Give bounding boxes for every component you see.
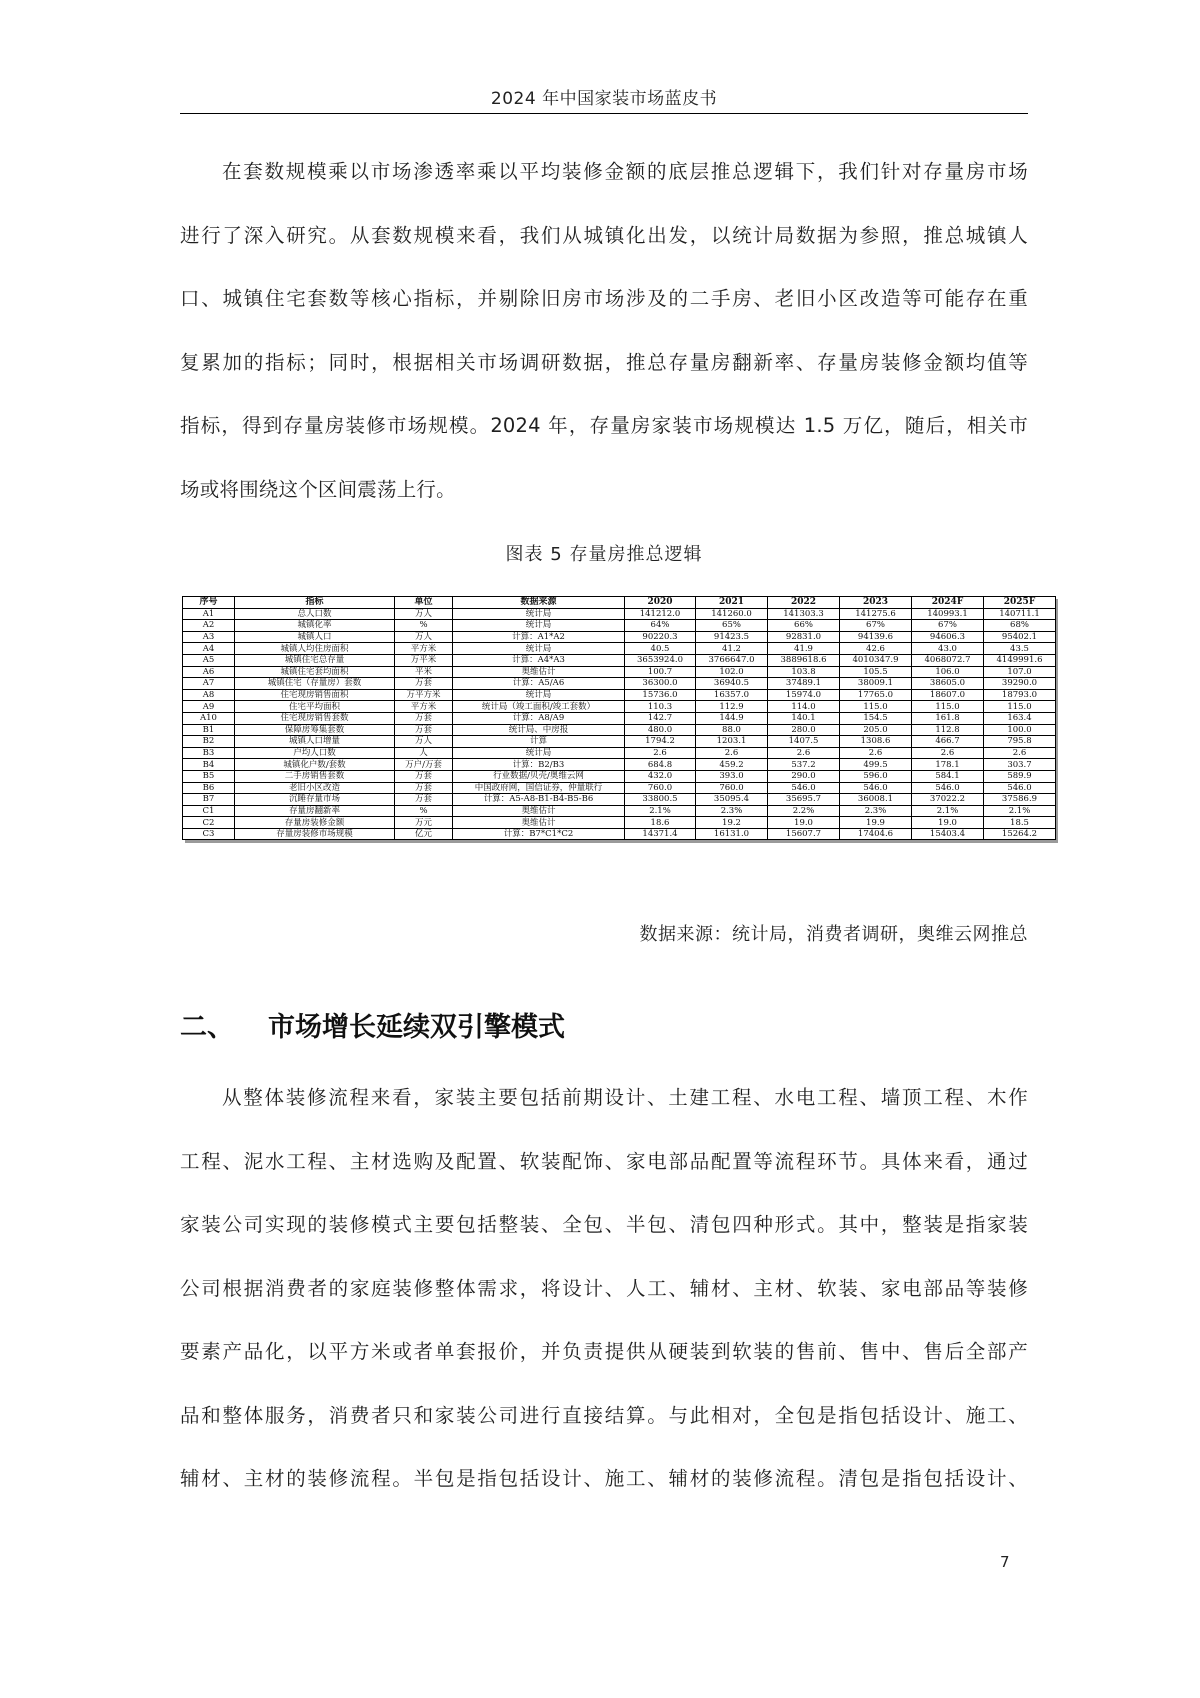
value-2021-cell: 2.3% [696,805,768,817]
value-2021-cell: 19.2 [696,817,768,829]
table-row [183,770,1056,782]
value-2025f-cell: 43.5 [984,643,1056,655]
value-2020-cell: 14371.4 [625,828,696,840]
row-id-cell: C1 [183,805,235,817]
value-2024f-cell: 19.0 [912,817,984,829]
table-row [183,782,1056,794]
paragraph-line: 从整体装修流程来看，家装主要包括前期设计、土建工程、水电工程、墙顶工程、木作 [222,1086,1028,1109]
column-header: 2020 [625,597,696,609]
column-header: 2023 [840,597,912,609]
value-2022-cell: 1407.5 [768,736,840,748]
table-body [183,608,1056,840]
row-id-cell: B7 [183,794,235,806]
running-header: 2024 年中国家装市场蓝皮书 [490,89,718,109]
metric-name-cell: 城镇住宅（存量房）套数 [235,678,395,690]
column-header: 序号 [183,597,235,609]
value-2022-cell: 19.0 [768,817,840,829]
value-2025f-cell: 795.8 [984,736,1056,748]
column-header: 单位 [395,597,453,609]
value-2024f-cell: 4068072.7 [912,654,984,666]
table-row [183,654,1056,666]
row-id-cell: A1 [183,608,235,620]
value-2024f-cell: 38605.0 [912,678,984,690]
value-2023-cell: 546.0 [840,782,912,794]
value-2020-cell: 110.3 [625,701,696,713]
value-2025f-cell: 100.0 [984,724,1056,736]
paragraph-intro [180,140,1028,521]
row-id-cell: A10 [183,712,235,724]
row-id-cell: A5 [183,654,235,666]
value-2023-cell: 94139.6 [840,631,912,643]
value-2021-cell: 16131.0 [696,828,768,840]
value-2023-cell: 205.0 [840,724,912,736]
value-2021-cell: 35095.4 [696,794,768,806]
value-2025f-cell: 303.7 [984,759,1056,771]
data-source-cell: 统计局 [453,643,625,655]
unit-cell: 万元 [395,817,453,829]
paragraph-line: 场或将围绕这个区间震荡上行。 [180,477,456,501]
paragraph-line: 工程、泥水工程、主材选购及配置、软装配饰、家电部品配置等流程环节。具体来看，通过 [180,1149,1028,1173]
value-2022-cell: 103.8 [768,666,840,678]
value-2024f-cell: 94606.3 [912,631,984,643]
metric-name-cell: 住宅现房销售套数 [235,712,395,724]
value-2021-cell: 88.0 [696,724,768,736]
data-source-cell: 奥维估计 [453,805,625,817]
table-header-row [183,597,1056,609]
row-id-cell: A7 [183,678,235,690]
value-2021-cell: 102.0 [696,666,768,678]
data-source-cell: 统计局 [453,608,625,620]
value-2025f-cell: 163.4 [984,712,1056,724]
table-row [183,747,1056,759]
column-header: 2024F [912,597,984,609]
value-2022-cell: 2.6 [768,747,840,759]
figure-caption: 图表 5 存量房推总逻辑 [505,544,703,565]
value-2025f-cell: 546.0 [984,782,1056,794]
value-2021-cell: 91423.5 [696,631,768,643]
value-2020-cell: 2.6 [625,747,696,759]
value-2022-cell: 35695.7 [768,794,840,806]
row-id-cell: B5 [183,770,235,782]
value-2023-cell: 1308.6 [840,736,912,748]
metric-name-cell: 住宅平均面积 [235,701,395,713]
value-2020-cell: 36300.0 [625,678,696,690]
row-id-cell: A8 [183,689,235,701]
paragraph-line: 指标，得到存量房装修市场规模。2024 年，存量房家装市场规模达 1.5 万亿，随后，相关市 [180,414,1028,437]
metric-name-cell: 存量房翻新率 [235,805,395,817]
value-2020-cell: 760.0 [625,782,696,794]
unit-cell: 万套 [395,770,453,782]
unit-cell: 万套 [395,712,453,724]
value-2025f-cell: 18793.0 [984,689,1056,701]
value-2021-cell: 3766647.0 [696,654,768,666]
value-2023-cell: 67% [840,620,912,632]
data-source-note: 数据来源：统计局，消费者调研，奥维云网推总 [639,924,1028,945]
data-source-cell: 计算：A5-A8-B1-B4-B5-B6 [453,794,625,806]
table-row [183,678,1056,690]
value-2022-cell: 114.0 [768,701,840,713]
data-source-cell: 行业数据/贝壳/奥维云网 [453,770,625,782]
data-source-cell: 计算 [453,736,625,748]
row-id-cell: C2 [183,817,235,829]
table-row [183,631,1056,643]
column-header: 指标 [235,597,395,609]
data-source-cell: 统计局 [453,620,625,632]
row-id-cell: A3 [183,631,235,643]
unit-cell: 万套 [395,724,453,736]
unit-cell: 万平米 [395,654,453,666]
value-2021-cell: 36940.5 [696,678,768,690]
metric-name-cell: 沉睡存量市场 [235,794,395,806]
unit-cell: 万人 [395,736,453,748]
paragraph-line: 品和整体服务，消费者只和家装公司进行直接结算。与此相对，全包是指包括设计、施工、 [180,1403,1028,1427]
unit-cell: 万套 [395,782,453,794]
value-2020-cell: 64% [625,620,696,632]
metric-name-cell: 城镇人均住房面积 [235,643,395,655]
value-2023-cell: 17765.0 [840,689,912,701]
value-2025f-cell: 2.1% [984,805,1056,817]
metric-name-cell: 城镇人口 [235,631,395,643]
value-2025f-cell: 115.0 [984,701,1056,713]
metric-name-cell: 城镇化户数/套数 [235,759,395,771]
value-2021-cell: 760.0 [696,782,768,794]
value-2020-cell: 40.5 [625,643,696,655]
value-2024f-cell: 106.0 [912,666,984,678]
value-2021-cell: 459.2 [696,759,768,771]
value-2025f-cell: 68% [984,620,1056,632]
value-2024f-cell: 43.0 [912,643,984,655]
data-source-cell: 统计局 [453,747,625,759]
value-2020-cell: 33800.5 [625,794,696,806]
value-2020-cell: 18.6 [625,817,696,829]
value-2023-cell: 596.0 [840,770,912,782]
row-id-cell: C3 [183,828,235,840]
value-2022-cell: 66% [768,620,840,632]
value-2023-cell: 2.3% [840,805,912,817]
value-2025f-cell: 2.6 [984,747,1056,759]
value-2020-cell: 90220.3 [625,631,696,643]
value-2024f-cell: 18607.0 [912,689,984,701]
table-row [183,817,1056,829]
paragraph-models [180,1066,1028,1511]
value-2022-cell: 37489.1 [768,678,840,690]
value-2022-cell: 92831.0 [768,631,840,643]
value-2024f-cell: 178.1 [912,759,984,771]
paragraph-line: 口、城镇住宅套数等核心指标，并剔除旧房市场涉及的二手房、老旧小区改造等可能存在重 [180,287,1028,310]
value-2023-cell: 499.5 [840,759,912,771]
value-2022-cell: 280.0 [768,724,840,736]
metric-name-cell: 二手房销售套数 [235,770,395,782]
table-row [183,666,1056,678]
page-number: 7 [1000,1553,1010,1571]
table-row [183,794,1056,806]
value-2021-cell: 2.6 [696,747,768,759]
value-2025f-cell: 18.5 [984,817,1056,829]
value-2022-cell: 2.2% [768,805,840,817]
value-2020-cell: 142.7 [625,712,696,724]
value-2024f-cell: 546.0 [912,782,984,794]
column-header: 2022 [768,597,840,609]
table-row [183,643,1056,655]
table-row [183,712,1056,724]
row-id-cell: A6 [183,666,235,678]
data-source-cell: 计算：A4*A3 [453,654,625,666]
value-2021-cell: 112.9 [696,701,768,713]
paragraph-line: 要素产品化，以平方米或者单套报价，并负责提供从硬装到软装的售前、售中、售后全部产 [180,1340,1028,1363]
data-source-cell: 计算：A1*A2 [453,631,625,643]
data-table-container [182,596,1055,840]
value-2022-cell: 546.0 [768,782,840,794]
paragraph-line: 公司根据消费者的家庭装修整体需求，将设计、人工、辅材、主材、软装、家电部品等装修 [180,1276,1028,1300]
value-2024f-cell: 161.8 [912,712,984,724]
metric-name-cell: 住宅现房销售面积 [235,689,395,701]
value-2023-cell: 38009.1 [840,678,912,690]
value-2024f-cell: 2.6 [912,747,984,759]
metric-name-cell: 保障房筹集套数 [235,724,395,736]
value-2023-cell: 4010347.9 [840,654,912,666]
value-2024f-cell: 2.1% [912,805,984,817]
value-2021-cell: 1203.1 [696,736,768,748]
value-2025f-cell: 39290.0 [984,678,1056,690]
column-header: 数据来源 [453,597,625,609]
table-row [183,724,1056,736]
data-source-cell: 统计局 [453,689,625,701]
value-2025f-cell: 37586.9 [984,794,1056,806]
metric-name-cell: 城镇住宅总存量 [235,654,395,666]
metric-name-cell: 存量房装修金额 [235,817,395,829]
value-2022-cell: 141303.3 [768,608,840,620]
unit-cell: 平方米 [395,701,453,713]
data-source-cell: 计算：B2/B3 [453,759,625,771]
value-2020-cell: 15736.0 [625,689,696,701]
value-2024f-cell: 112.8 [912,724,984,736]
value-2022-cell: 537.2 [768,759,840,771]
value-2020-cell: 3653924.0 [625,654,696,666]
paragraph-line: 进行了深入研究。从套数规模来看，我们从城镇化出发，以统计局数据为参照，推总城镇人 [180,223,1028,247]
value-2025f-cell: 95402.1 [984,631,1056,643]
paragraph-line: 辅材、主材的装修流程。半包是指包括设计、施工、辅材的装修流程。清包是指包括设计、 [180,1467,1028,1490]
data-source-cell: 计算：A5/A6 [453,678,625,690]
unit-cell: 万人 [395,631,453,643]
value-2021-cell: 16357.0 [696,689,768,701]
metric-name-cell: 城镇化率 [235,620,395,632]
column-header: 2021 [696,597,768,609]
value-2023-cell: 19.9 [840,817,912,829]
unit-cell: 万套 [395,794,453,806]
unit-cell: 亿元 [395,828,453,840]
value-2025f-cell: 107.0 [984,666,1056,678]
metric-name-cell: 城镇住宅套均面积 [235,666,395,678]
table-row [183,805,1056,817]
value-2024f-cell: 15403.4 [912,828,984,840]
value-2022-cell: 3889618.6 [768,654,840,666]
row-id-cell: B1 [183,724,235,736]
value-2020-cell: 100.7 [625,666,696,678]
data-source-cell: 奥维估计 [453,817,625,829]
row-id-cell: B2 [183,736,235,748]
value-2025f-cell: 140711.1 [984,608,1056,620]
row-id-cell: A9 [183,701,235,713]
value-2021-cell: 65% [696,620,768,632]
unit-cell: % [395,805,453,817]
value-2021-cell: 141260.0 [696,608,768,620]
metric-name-cell: 城镇人口增量 [235,736,395,748]
section-number: 二、 [180,1012,234,1043]
data-source-cell: 统计局（竣工面积/竣工套数） [453,701,625,713]
value-2020-cell: 684.8 [625,759,696,771]
value-2024f-cell: 584.1 [912,770,984,782]
paragraph-line: 在套数规模乘以市场渗透率乘以平均装修金额的底层推总逻辑下，我们针对存量房市场 [222,160,1028,183]
column-header: 2025F [984,597,1056,609]
value-2020-cell: 432.0 [625,770,696,782]
metric-name-cell: 存量房装修市场规模 [235,828,395,840]
unit-cell: 万平方米 [395,689,453,701]
unit-cell: 人 [395,747,453,759]
table-row [183,759,1056,771]
value-2024f-cell: 67% [912,620,984,632]
value-2024f-cell: 140993.1 [912,608,984,620]
unit-cell: 平米 [395,666,453,678]
value-2022-cell: 15607.7 [768,828,840,840]
section-title: 市场增长延续双引擎模式 [268,1012,565,1043]
stock-housing-table [182,596,1056,840]
value-2023-cell: 36008.1 [840,794,912,806]
table-row [183,620,1056,632]
value-2022-cell: 140.1 [768,712,840,724]
data-source-cell: 中国政府网，国信证券，仲量联行 [453,782,625,794]
value-2024f-cell: 37022.2 [912,794,984,806]
value-2022-cell: 15974.0 [768,689,840,701]
row-id-cell: B4 [183,759,235,771]
value-2020-cell: 1794.2 [625,736,696,748]
unit-cell: 平方米 [395,643,453,655]
table-row [183,736,1056,748]
unit-cell: 万人 [395,608,453,620]
row-id-cell: B3 [183,747,235,759]
value-2024f-cell: 466.7 [912,736,984,748]
value-2020-cell: 2.1% [625,805,696,817]
value-2024f-cell: 115.0 [912,701,984,713]
table-row [183,608,1056,620]
value-2020-cell: 141212.0 [625,608,696,620]
data-source-cell: 统计局、中房报 [453,724,625,736]
value-2020-cell: 480.0 [625,724,696,736]
value-2025f-cell: 589.9 [984,770,1056,782]
unit-cell: % [395,620,453,632]
value-2023-cell: 141275.6 [840,608,912,620]
value-2023-cell: 17404.6 [840,828,912,840]
row-id-cell: B6 [183,782,235,794]
value-2021-cell: 144.9 [696,712,768,724]
value-2023-cell: 2.6 [840,747,912,759]
table-row [183,701,1056,713]
value-2023-cell: 105.5 [840,666,912,678]
value-2023-cell: 42.6 [840,643,912,655]
paragraph-line: 家装公司实现的装修模式主要包括整装、全包、半包、清包四种形式。其中，整装是指家装 [180,1213,1028,1236]
value-2021-cell: 41.2 [696,643,768,655]
value-2022-cell: 41.9 [768,643,840,655]
value-2022-cell: 290.0 [768,770,840,782]
paragraph-line: 复累加的指标；同时，根据相关市场调研数据，推总存量房翻新率、存量房装修金额均值等 [180,350,1028,374]
header-divider [180,113,1028,114]
data-source-cell: 奥维估计 [453,666,625,678]
unit-cell: 万套 [395,678,453,690]
value-2023-cell: 154.5 [840,712,912,724]
row-id-cell: A4 [183,643,235,655]
section-heading [180,1005,565,1044]
metric-name-cell: 总人口数 [235,608,395,620]
value-2025f-cell: 15264.2 [984,828,1056,840]
table-row [183,689,1056,701]
metric-name-cell: 老旧小区改造 [235,782,395,794]
value-2025f-cell: 4149991.6 [984,654,1056,666]
value-2021-cell: 393.0 [696,770,768,782]
value-2023-cell: 115.0 [840,701,912,713]
table-row [183,828,1056,840]
data-source-cell: 计算：A8/A9 [453,712,625,724]
data-source-cell: 计算：B7*C1*C2 [453,828,625,840]
row-id-cell: A2 [183,620,235,632]
metric-name-cell: 户均人口数 [235,747,395,759]
unit-cell: 万户/万套 [395,759,453,771]
